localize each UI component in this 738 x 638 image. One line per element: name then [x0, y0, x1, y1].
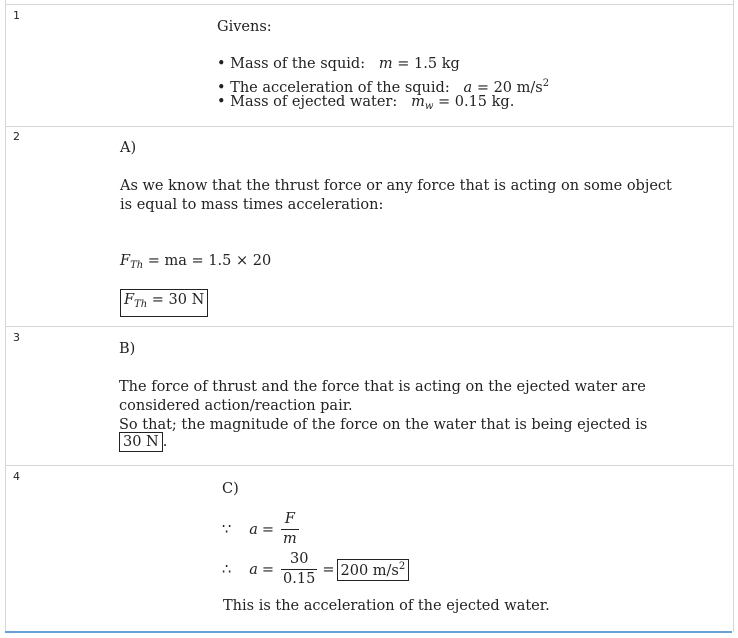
part-a-text-line2: is equal to mass times acceleration: [120, 197, 384, 213]
part-c-conclusion: This is the acceleration of the ejected water. [223, 598, 550, 614]
bottom-accent-line [5, 631, 732, 633]
bullet-icon: • [217, 56, 226, 72]
worksheet-frame [5, 0, 734, 632]
part-a-result: $F_{Th} = 30$ N [120, 289, 208, 317]
part-b-answer: 30 N [119, 432, 163, 452]
givens-heading: Givens: [217, 19, 272, 35]
part-c-answer: 200 $m/s^2$ [337, 559, 410, 581]
part-b-line3: So that; the magnitude of the force on the water that is being ejected is [119, 417, 648, 433]
row-2 [6, 126, 733, 327]
fraction-f-over-m: $\frac{F}{m}$ [283, 511, 297, 547]
part-b-line1: The force of thrust and the force that is acting on the ejected water are [119, 379, 646, 395]
because-symbol: ∵ [222, 521, 232, 538]
part-a-heading: A) [120, 140, 137, 156]
part-b-heading: B) [119, 341, 136, 357]
given-mass-water: • Mass of ejected water: $m_w = 0.15$ kg. [217, 94, 515, 112]
row-number: 1 [13, 9, 20, 22]
row-1 [6, 4, 733, 127]
part-b-answer-line: 30 N . [119, 433, 167, 453]
therefore-symbol: ∴ [222, 561, 232, 578]
row-number: 4 [13, 470, 20, 483]
part-c-formula: ∵ a = $\frac{F}{m}$ [222, 511, 297, 547]
row-number: 3 [13, 331, 20, 344]
fraction-30-over-015: $\frac{30}{0.15}$ [283, 551, 316, 587]
row-4 [6, 466, 733, 631]
part-a-text-line1: As we know that the thrust force or any force that is acting on some object [120, 178, 672, 194]
part-a-equation: $F_{Th}$ = ma = 1.5 × 20 [120, 253, 272, 271]
part-c-heading: C) [222, 481, 239, 497]
bullet-icon: • [217, 80, 226, 96]
given-mass-squid: • Mass of the squid: m = 1.5 kg [217, 56, 460, 72]
part-b-line2: considered action/reaction pair. [119, 398, 353, 414]
row-3 [6, 327, 733, 466]
given-acceleration: • The acceleration of the squid: a = 20 $m/s^2$ [217, 78, 550, 96]
row-number: 2 [13, 130, 20, 143]
bullet-icon: • [217, 94, 226, 110]
part-c-calculation: ∴ a = $\frac{30}{0.15}$ = 200 $m/s^2$ [222, 550, 409, 589]
